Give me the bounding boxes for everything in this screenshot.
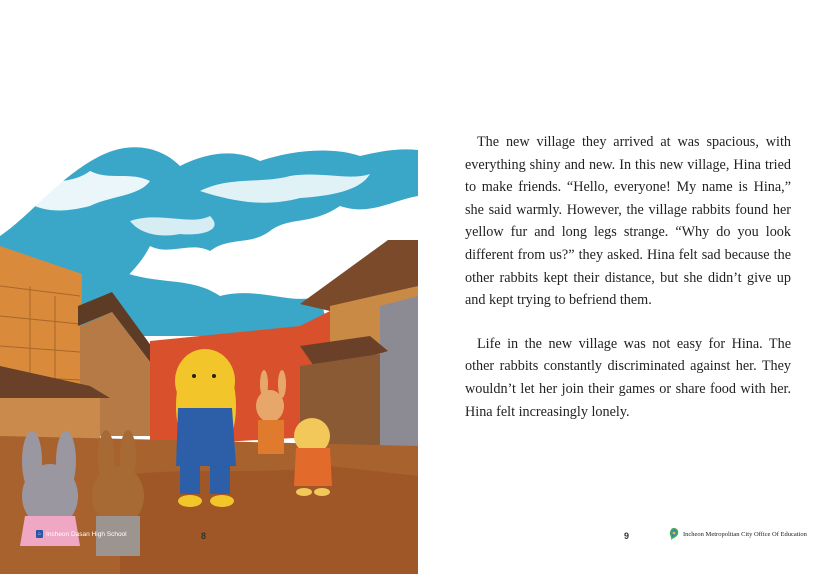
school-logo-icon: ⌂	[38, 531, 42, 537]
story-paragraph: The new village they arrived at was spacious, with everything shiny and new. In this new village, Hina tried to make friends. “Hello, everyone! My name is Hina,” she said warmly. However, the village rabbits found her yellow fur and long legs strange. “Why do you look different from us?” they asked. Hina felt sad because the other rabbits kept their distance, but she didn’t give up and kept trying to befriend them.	[465, 134, 791, 309]
story-text	[465, 131, 791, 423]
school-tag	[36, 530, 127, 538]
story-illustration	[0, 136, 418, 574]
page-number-left: 8	[201, 531, 207, 541]
page-number-right: 9	[624, 531, 630, 541]
publisher-credit	[668, 527, 807, 541]
office-of-education-logo-icon	[668, 527, 680, 541]
story-paragraph: Life in the new village was not easy for Hina. The other rabbits constantly discriminated against her. They wouldn’t let her join their games or share food with her. Hina felt increasingly lonely.	[465, 335, 791, 420]
school-name: Incheon Dasan High School	[46, 530, 127, 538]
publisher-name: Incheon Metropolitan City Office Of Education	[683, 530, 807, 538]
